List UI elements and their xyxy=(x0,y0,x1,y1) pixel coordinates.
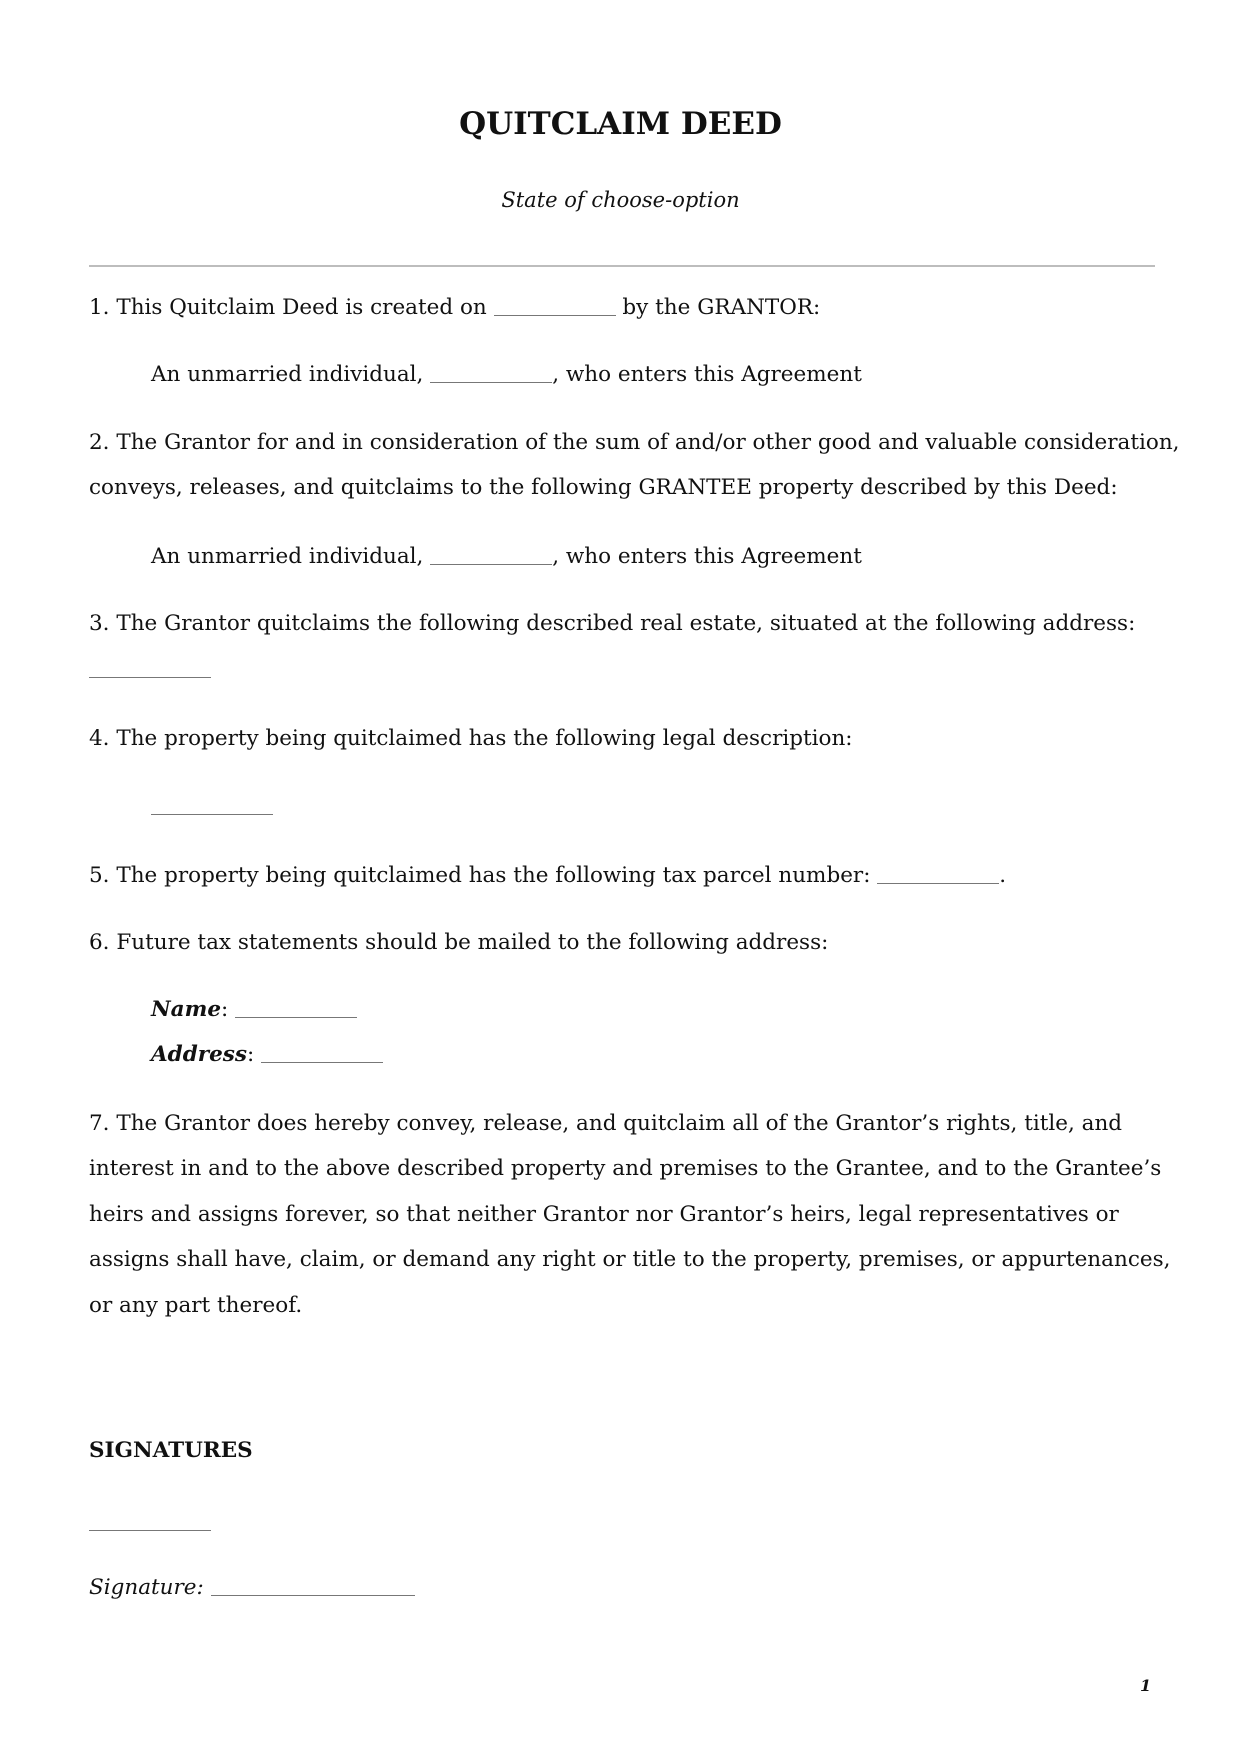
clause-7-line-5: or any part thereof. xyxy=(89,1293,303,1318)
clause-7-line-3: heirs and assigns forever, so that neither Grantor nor Grantor’s heirs, legal representatives or xyxy=(89,1202,1119,1227)
clause-2-line-1: 2. The Grantor for and in consideration of the sum of and/or other good and valuable consideration, xyxy=(89,430,1180,455)
clause-1 xyxy=(89,285,820,331)
clause-1-text-end: by the GRANTOR: xyxy=(615,295,821,320)
signer-name-blank[interactable] xyxy=(89,1530,211,1531)
clause-6: 6. Future tax statements should be mailed to the following address: xyxy=(89,930,829,955)
grantee-name-blank[interactable] xyxy=(430,564,552,565)
signature-label: Signature: xyxy=(89,1575,204,1600)
mailing-name-colon: : xyxy=(221,997,229,1022)
signature-row xyxy=(89,1565,415,1611)
clause-3: 3. The Grantor quitclaims the following described real estate, situated at the following address: xyxy=(89,611,1136,636)
header-divider xyxy=(89,265,1155,267)
signature-blank[interactable] xyxy=(211,1595,415,1596)
mailing-name-row xyxy=(151,987,357,1033)
clause-5-period: . xyxy=(999,863,1007,888)
grantor-line-text-end: , who enters this Agreement xyxy=(552,362,862,387)
property-address-blank[interactable] xyxy=(89,677,211,678)
clause-5 xyxy=(89,853,1006,899)
grantee-line-text-start: An unmarried individual, xyxy=(151,544,431,569)
date-blank[interactable] xyxy=(494,315,616,316)
mailing-name-blank[interactable] xyxy=(235,1017,357,1018)
document-subtitle: State of choose-option xyxy=(501,188,740,212)
mailing-address-blank[interactable] xyxy=(261,1062,383,1063)
grantor-line xyxy=(151,352,862,398)
page-number: 1 xyxy=(1140,1676,1152,1695)
mailing-name-label: Name xyxy=(151,997,222,1022)
mailing-address-label: Address xyxy=(151,1042,247,1067)
clause-7-line-4: assigns shall have, claim, or demand any right or title to the property, premises, or appurtenances, xyxy=(89,1247,1171,1272)
grantee-line xyxy=(151,534,862,580)
property-address-line xyxy=(89,647,211,693)
legal-description-blank[interactable] xyxy=(151,814,273,815)
signatures-heading: SIGNATURES xyxy=(89,1438,253,1463)
grantor-line-text-start: An unmarried individual, xyxy=(151,362,431,387)
mailing-address-row xyxy=(151,1032,383,1078)
clause-1-text-start: 1. This Quitclaim Deed is created on xyxy=(89,295,494,320)
signer-name-line xyxy=(89,1500,211,1546)
clause-4: 4. The property being quitclaimed has the following legal description: xyxy=(89,726,853,751)
mailing-address-colon: : xyxy=(246,1042,255,1067)
grantee-line-text-end: , who enters this Agreement xyxy=(552,544,862,569)
legal-description-line xyxy=(151,784,273,830)
clause-7-line-2: interest in and to the above described property and premises to the Grantee, and to the Grantee’s xyxy=(89,1156,1162,1181)
document-title: QUITCLAIM DEED xyxy=(459,106,782,142)
clause-5-text: 5. The property being quitclaimed has the following tax parcel number: xyxy=(89,863,878,888)
tax-parcel-blank[interactable] xyxy=(877,883,999,884)
clause-7-line-1: 7. The Grantor does hereby convey, release, and quitclaim all of the Grantor’s rights, title, and xyxy=(89,1111,1123,1136)
clause-2-line-2: conveys, releases, and quitclaims to the following GRANTEE property described by this Deed: xyxy=(89,475,1118,500)
grantor-name-blank[interactable] xyxy=(430,382,552,383)
